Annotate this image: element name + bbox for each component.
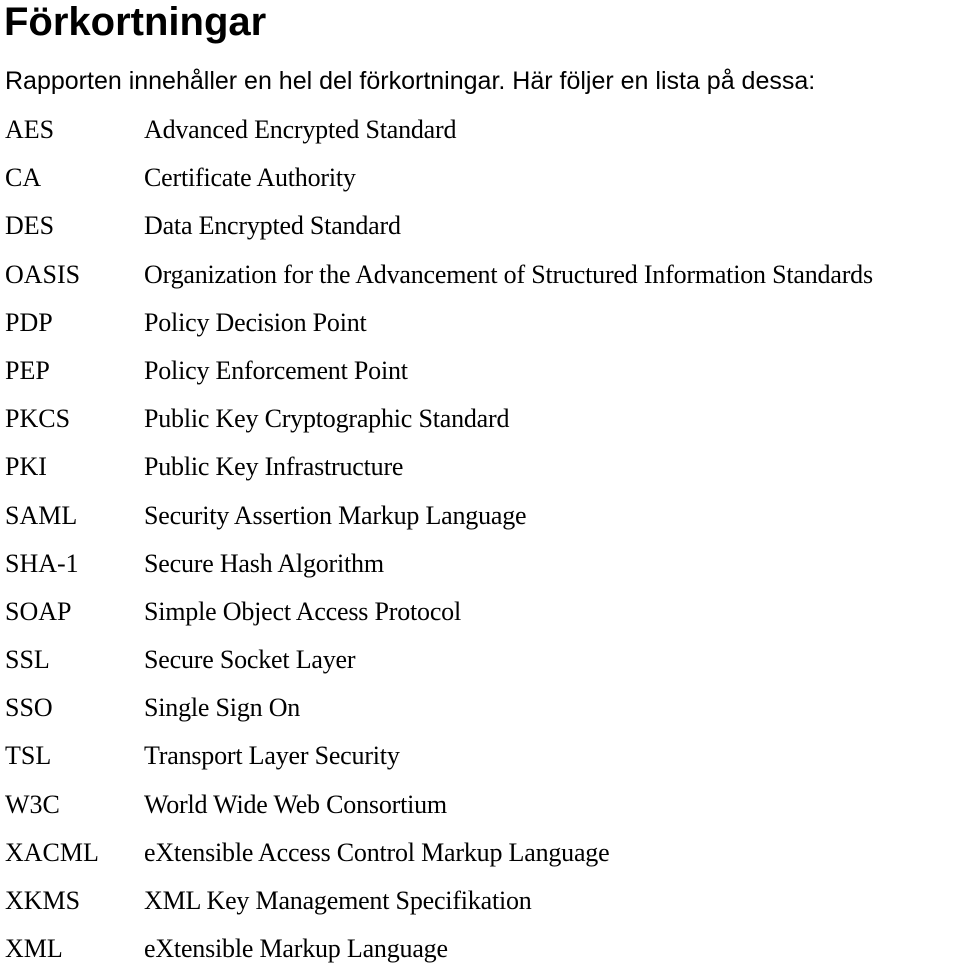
- abbreviation-definition: Security Assertion Markup Language: [144, 500, 527, 530]
- abbreviation-definition: Public Key Cryptographic Standard: [144, 404, 510, 434]
- abbreviation-term: AES: [5, 115, 55, 144]
- abbreviation-definition: XML Key Management Specifikation: [144, 886, 532, 915]
- abbreviation-row: [0, 353, 960, 401]
- abbreviation-term: TSL: [5, 741, 52, 771]
- abbreviation-definition: Secure Hash Algorithm: [144, 548, 384, 578]
- abbreviation-definition: Public Key Infrastructure: [144, 452, 404, 482]
- abbreviation-definition: Transport Layer Security: [144, 741, 400, 771]
- abbreviation-row: [0, 257, 960, 305]
- abbreviation-row: [0, 738, 960, 786]
- abbreviation-term: SSO: [5, 693, 53, 723]
- abbreviation-row: [0, 112, 960, 160]
- abbreviation-row: [0, 787, 960, 835]
- abbreviation-row: [0, 449, 960, 497]
- abbreviation-row: [0, 883, 960, 931]
- abbreviation-term: OASIS: [5, 259, 81, 289]
- abbreviation-list: [0, 112, 960, 979]
- page-title: Förkortningar: [4, 0, 267, 44]
- abbreviation-row: [0, 401, 960, 449]
- abbreviation-term: XACML: [5, 837, 99, 867]
- abbreviation-definition: Data Encrypted Standard: [144, 211, 401, 241]
- abbreviation-term: CA: [5, 163, 42, 193]
- abbreviation-term: XKMS: [5, 886, 81, 915]
- abbreviation-definition: Certificate Authority: [144, 163, 356, 193]
- abbreviation-row: [0, 208, 960, 256]
- abbreviation-row: [0, 546, 960, 594]
- abbreviation-definition: Policy Enforcement Point: [144, 355, 408, 385]
- abbreviation-definition: eXtensible Access Control Markup Language: [144, 837, 610, 867]
- abbreviation-row: [0, 931, 960, 979]
- abbreviation-term: SOAP: [5, 596, 72, 626]
- abbreviation-row: [0, 498, 960, 546]
- abbreviation-row: [0, 594, 960, 642]
- abbreviation-term: PEP: [5, 355, 50, 385]
- abbreviation-definition: Secure Socket Layer: [144, 645, 356, 675]
- abbreviation-term: XML: [5, 934, 63, 964]
- abbreviation-row: [0, 690, 960, 738]
- abbreviation-term: SHA-1: [5, 548, 79, 578]
- abbreviation-definition: Organization for the Advancement of Structured Information Standards: [144, 259, 873, 289]
- abbreviation-definition: Simple Object Access Protocol: [144, 596, 461, 626]
- abbreviation-definition: eXtensible Markup Language: [144, 934, 448, 964]
- abbreviation-term: PKCS: [5, 404, 71, 434]
- abbreviation-row: [0, 835, 960, 883]
- abbreviation-term: PDP: [5, 307, 53, 337]
- abbreviation-term: SAML: [5, 500, 78, 530]
- abbreviation-term: W3C: [5, 789, 60, 819]
- abbreviation-term: DES: [5, 211, 55, 241]
- abbreviation-term: PKI: [5, 452, 47, 482]
- abbreviation-term: SSL: [5, 645, 50, 675]
- abbreviation-row: [0, 305, 960, 353]
- abbreviation-definition: World Wide Web Consortium: [144, 789, 447, 819]
- abbreviation-row: [0, 642, 960, 690]
- abbreviation-row: [0, 160, 960, 208]
- abbreviation-definition: Single Sign On: [144, 693, 301, 723]
- abbreviation-definition: Advanced Encrypted Standard: [144, 115, 457, 144]
- intro-paragraph: Rapporten innehåller en hel del förkortningar. Här följer en lista på dessa:: [5, 67, 816, 95]
- abbreviation-definition: Policy Decision Point: [144, 307, 367, 337]
